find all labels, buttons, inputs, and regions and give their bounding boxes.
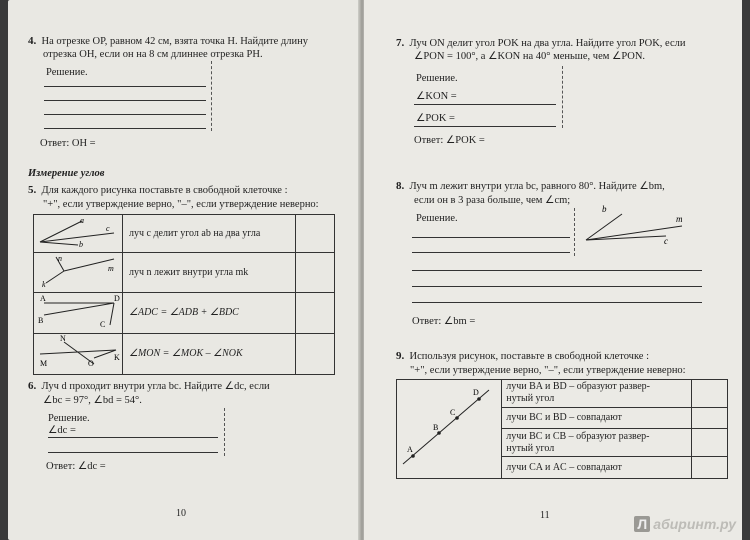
statement-line: лучи BA и BD – образуют развер- [506,381,651,393]
q9-table [396,379,728,479]
q9-text-line1: 9. Используя рисунок, поставьте в свободной клеточке : [396,350,650,362]
q4-answer: Ответ: OH = [40,138,96,149]
watermark-text: абиринт.ру [653,516,736,532]
q5-text-line2: "+", если утверждение верно, "–", если утверждение неверно: [43,199,319,210]
fig-label: A [40,294,46,303]
fig-label: c [664,236,668,246]
statement-cell [502,380,692,408]
q4-text-line1: 4. На отрезке OP, равном 42 см, взята точка H. Найдите длину [28,35,308,47]
watermark-logo-icon: Л [634,516,650,532]
figure-cell [397,380,502,479]
figure-cell [34,215,123,253]
statement-cell: ∠ADC = ∠ADB + ∠BDC [123,293,296,334]
table-row [34,334,335,375]
q6-answer: Ответ: ∠dc = [46,461,106,472]
table-row [34,293,335,334]
q5-table [33,214,335,375]
fig-label: b [79,240,83,248]
page-number: 10 [176,508,186,519]
fig-label: A [407,445,413,454]
answer-cell[interactable] [692,407,728,429]
answer-line [412,237,570,238]
q6-dc-label: ∠dc = [48,425,76,436]
right-page [364,0,742,540]
page-number: 11 [540,510,550,521]
statement-cell: луч n лежит внутри угла mk [123,253,296,293]
table-row [397,380,728,408]
q7-text-line2: ∠PON = 100°, а ∠KON на 40° меньше, чем ∠PON. [414,51,646,62]
answer-line [44,86,206,87]
q7-answer: Ответ: ∠POK = [414,135,485,146]
figure-cell [34,334,123,375]
q7-text-line1: 7. Луч ON делит угол POK на два угла. Найдите угол POK, если [396,37,686,49]
q5-text-line1: 5. Для каждого рисунка поставьте в свободной клеточке : [28,184,288,196]
statement-line: лучи BC и BD – совпадают [506,412,622,424]
statement-cell: луч c делит угол ab на два угла [123,215,296,253]
section-title: Измерение углов [28,168,105,179]
q8-text-line1: 8. Луч m лежит внутри угла bc, равного 80°. Найдите ∠bm, [396,180,665,192]
answer-line [44,100,206,101]
answer-line [48,452,218,453]
q7-pok-label: ∠POK = [416,113,455,124]
answer-cell[interactable] [296,293,335,334]
answer-line [44,128,206,129]
fig-label: B [433,423,439,432]
statement-line: нутый угол [506,442,555,454]
fig-label: b [602,204,607,214]
q8-dashed-divider [574,208,575,256]
left-page [8,0,360,540]
answer-cell[interactable] [296,215,335,253]
answer-line [412,302,702,303]
q4-solution-label: Решение. [46,67,88,78]
q5-figure-4 [34,334,122,370]
statement-line: нутый угол [506,393,555,405]
table-row [34,215,335,253]
fig-label: c [106,224,110,233]
statement-cell [502,407,692,429]
statement-cell [502,429,692,457]
fig-label: O [88,359,94,368]
table-row [34,253,335,293]
q8-figure [582,200,692,250]
q7-dashed-divider [562,66,563,128]
q4-dashed-divider [211,61,212,131]
answer-line [414,104,556,105]
q7-solution-label: Решение. [416,73,458,84]
answer-line [48,437,218,438]
q8-answer: Ответ: ∠bm = [412,316,476,327]
fig-label: m [676,214,683,224]
answer-line [412,270,702,271]
figure-cell [34,293,123,334]
fig-label: D [114,294,120,303]
q5-figure-1 [34,215,122,248]
watermark [634,516,736,532]
q6-text-line1: 6. Луч d проходит внутри угла bc. Найдите ∠dc, если [28,380,270,392]
q8-text-line2: если он в 3 раза больше, чем ∠cm; [414,195,571,206]
answer-cell[interactable] [296,334,335,375]
q6-text-line2: ∠bc = 97°, ∠bd = 54°. [43,395,142,406]
q5-figure-3 [34,293,122,329]
q4-text-line2: отрезка OH, если он на 8 см длиннее отрезка PH. [43,49,263,60]
q9-figure [397,380,493,474]
fig-label: D [473,388,479,397]
statement-cell: ∠MON = ∠MOK – ∠NOK [123,334,296,375]
q6-dashed-divider [224,408,225,456]
q5-figure-2 [34,253,122,288]
q7-kon-label: ∠KON = [416,91,457,102]
fig-label: C [100,320,106,329]
fig-label: B [38,316,44,325]
q8-solution-label: Решение. [416,213,458,224]
statement-line: лучи BC и CB – образуют развер- [506,430,650,442]
answer-line [412,252,570,253]
fig-label: k [42,280,46,288]
fig-label: m [108,264,114,273]
statement-line: лучи CA и AC – совпадают [506,461,622,473]
q6-solution-label: Решение. [48,413,90,424]
answer-cell[interactable] [692,380,728,408]
answer-cell[interactable] [692,429,728,457]
fig-label: N [60,334,66,343]
answer-line [412,286,702,287]
answer-cell[interactable] [692,457,728,479]
fig-label: M [40,359,48,368]
fig-label: n [58,254,62,263]
fig-label: C [450,408,456,417]
q9-text-line2: "+", если утверждение верно, "–", если утверждение неверно: [410,365,686,376]
fig-label: K [114,353,120,362]
figure-cell [34,253,123,293]
answer-cell[interactable] [296,253,335,293]
statement-cell [502,457,692,479]
answer-line [414,126,556,127]
answer-line [44,114,206,115]
fig-label: a [80,216,84,225]
